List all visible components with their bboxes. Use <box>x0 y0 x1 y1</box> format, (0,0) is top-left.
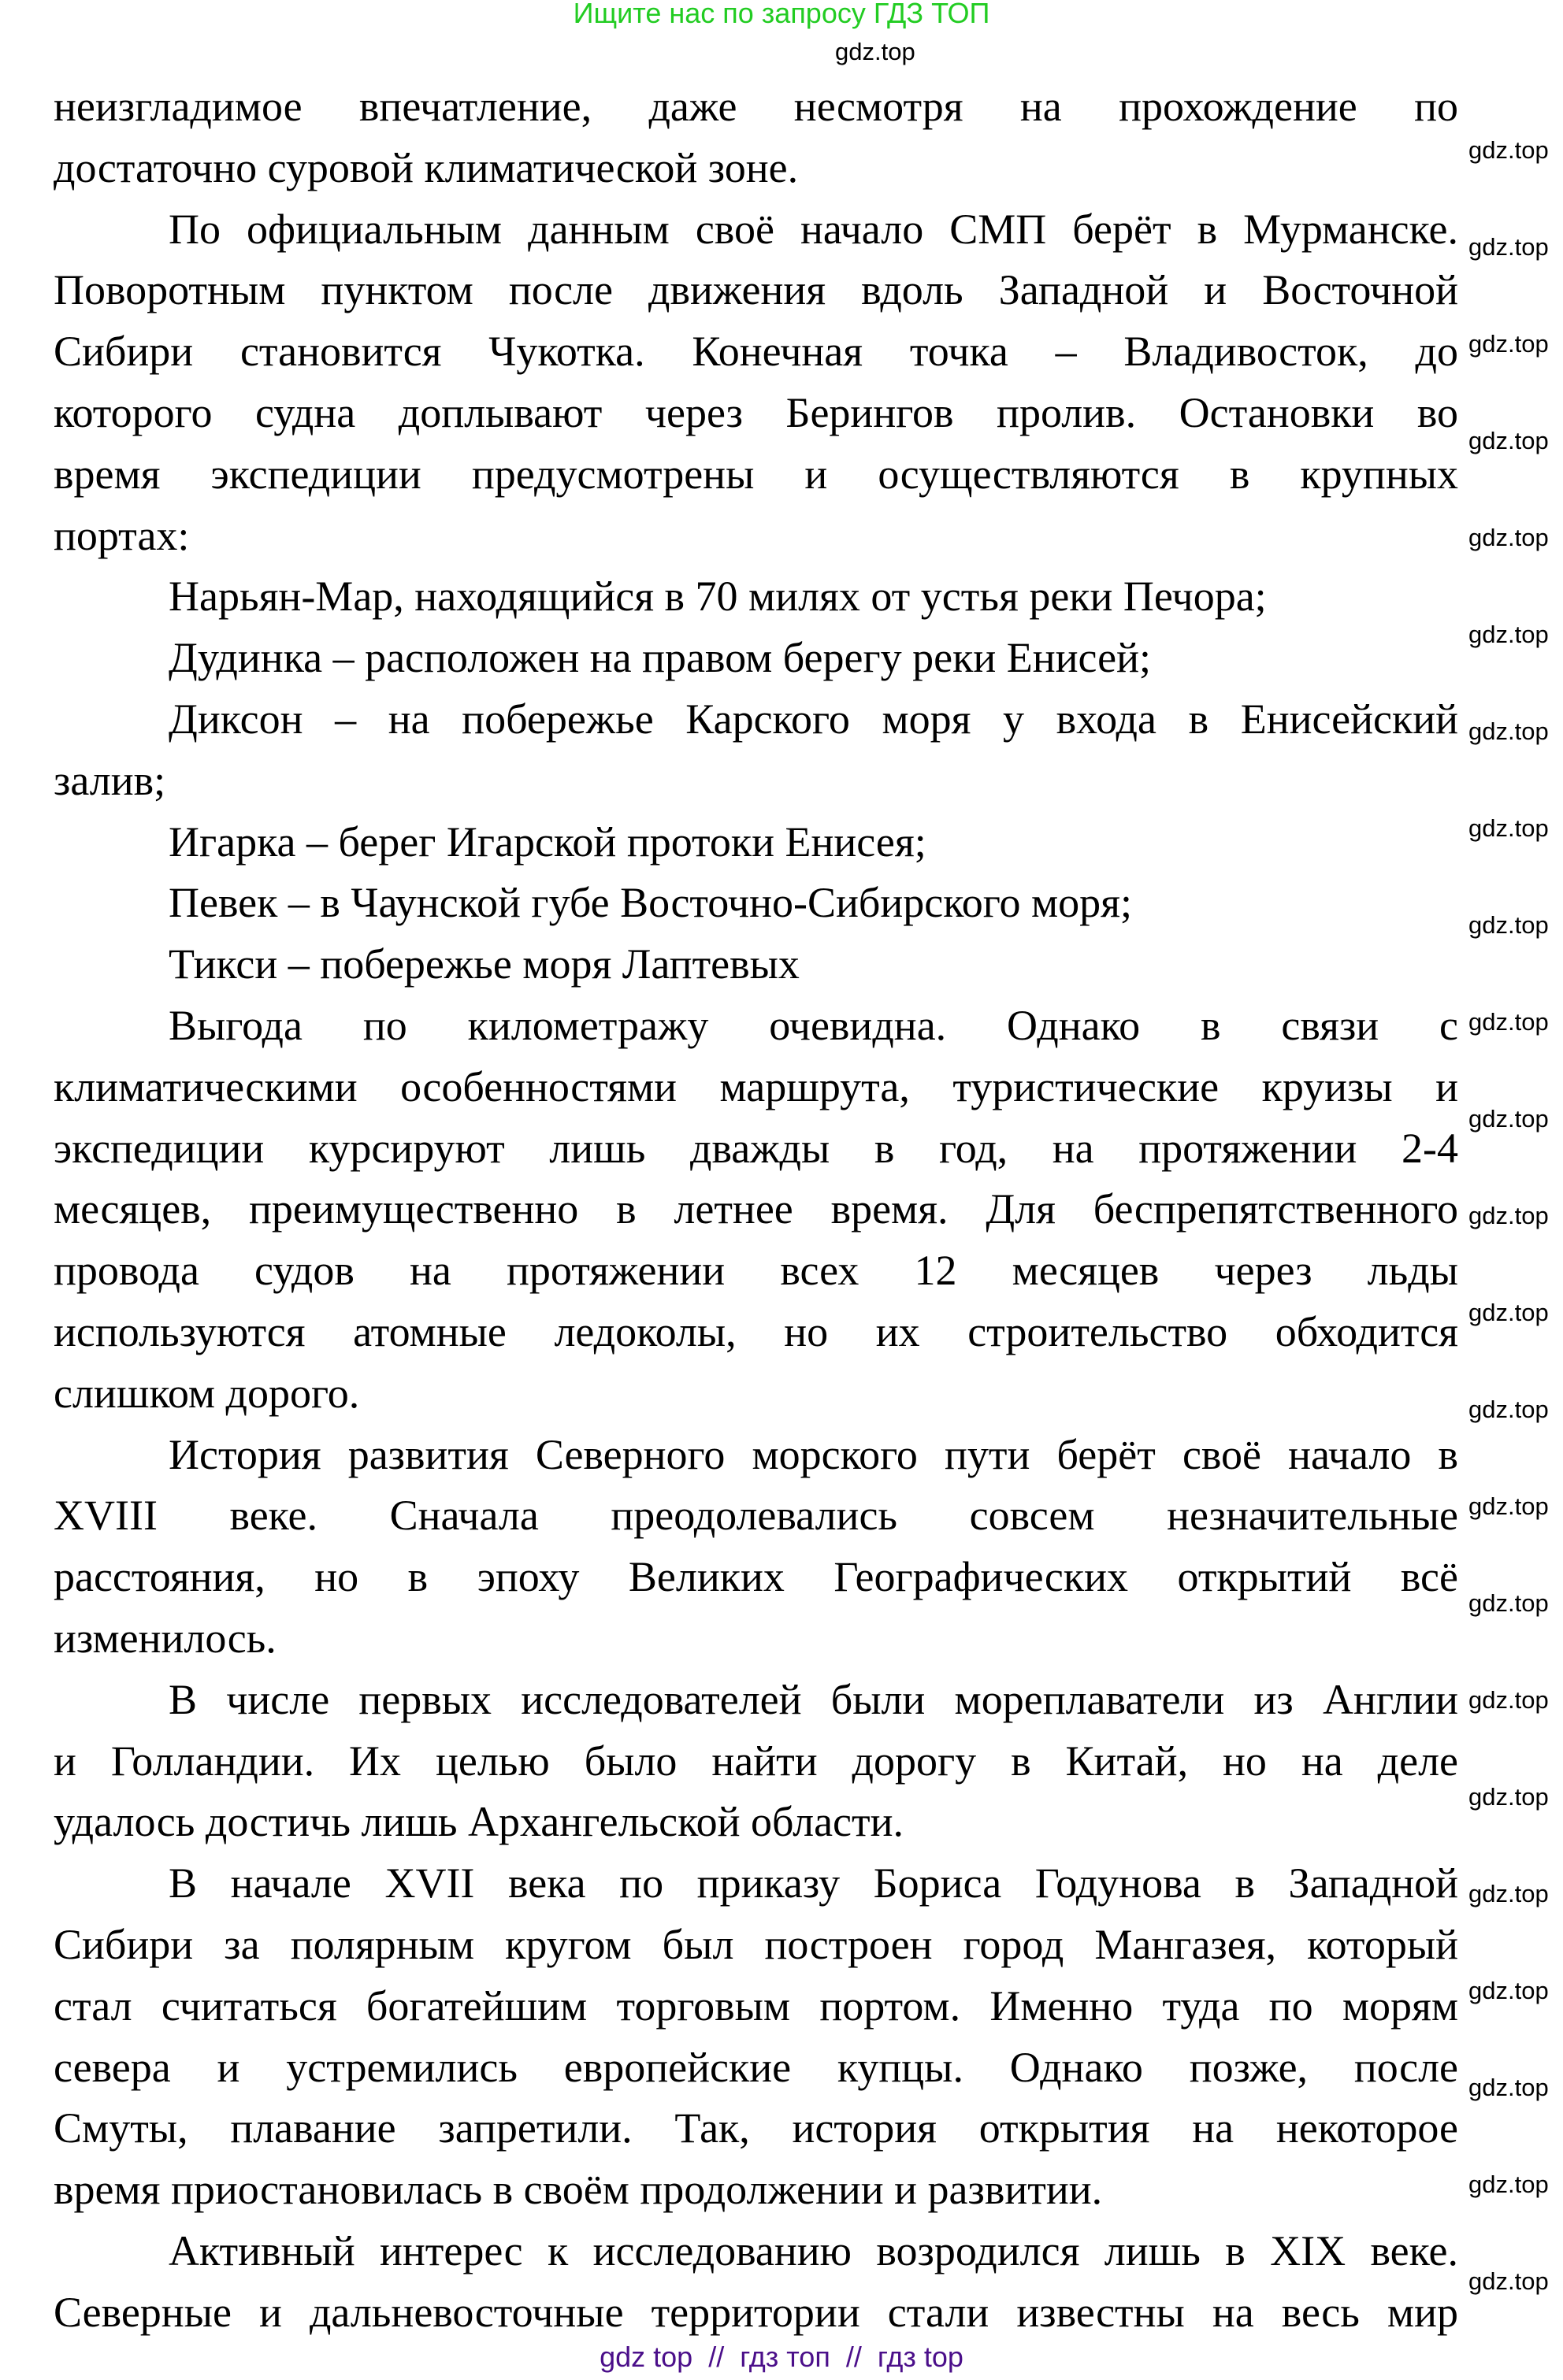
text-line-row <box>54 1363 1459 1425</box>
text-line: неизгладимое впечатление, даже несмотря на прохождение по <box>54 83 1458 130</box>
paragraph <box>54 1670 1459 1853</box>
text-line: провода судов на протяжении всех 12 месяцев через льды <box>54 1247 1458 1295</box>
text-line: История развития Северного морского пути берёт своё начало в <box>169 1430 1458 1478</box>
text-line: Диксон – на побережье Карского моря у входа в Енисейский <box>169 695 1458 743</box>
text-line-row <box>54 2037 1459 2099</box>
watermark: gdz.top <box>1468 1105 1549 1133</box>
text-line: Тикси – побережье моря Лаптевых <box>169 940 800 988</box>
text-line: удалось достичь лишь Архангельской области. <box>54 1798 904 1846</box>
watermark: gdz.top <box>1468 1977 1549 2004</box>
watermark: gdz.top <box>1468 621 1549 648</box>
text-line-row <box>54 199 1459 261</box>
text-line-row <box>54 995 1459 1057</box>
text-line-row <box>54 2221 1459 2282</box>
watermark: gdz.top <box>1468 1880 1549 1907</box>
text-line-row <box>54 1853 1459 1915</box>
paragraph <box>54 76 1459 199</box>
paragraph <box>54 628 1459 689</box>
text-line-row <box>54 1179 1459 1240</box>
watermark: gdz.top <box>1468 524 1549 551</box>
text-line-row <box>54 1792 1459 1853</box>
watermark: gdz.top <box>1468 1686 1549 1714</box>
paragraph <box>54 2221 1459 2344</box>
text-line: Поворотным пунктом после движения вдоль Западной и Восточной <box>54 266 1458 314</box>
watermark: gdz.top <box>1468 1202 1549 1229</box>
text-line-row <box>54 628 1459 689</box>
text-line: Сибири за полярным кругом был построен город Мангазея, который <box>54 1920 1458 1968</box>
text-line-row <box>54 1118 1459 1180</box>
text-line-row <box>54 1608 1459 1670</box>
watermark: gdz.top <box>1468 1492 1549 1520</box>
watermark: gdz.top <box>1468 2074 1549 2101</box>
text-line: портах: <box>54 511 190 559</box>
paragraph <box>54 934 1459 995</box>
watermark: gdz.top <box>1468 911 1549 939</box>
text-line: В числе первых исследователей были мореплаватели из Англии <box>169 1675 1458 1723</box>
watermark: gdz.top <box>1468 427 1549 454</box>
watermark: gdz.top <box>1468 1299 1549 1326</box>
text-line: Активный интерес к исследованию возродился лишь в XIX веке. <box>169 2226 1458 2274</box>
watermark: gdz.top <box>1468 2171 1549 2198</box>
text-line-row <box>54 321 1459 383</box>
text-line-row <box>54 751 1459 812</box>
text-line: расстояния, но в эпоху Великих Географических открытий всё <box>54 1553 1458 1601</box>
text-line-row <box>54 873 1459 934</box>
text-line-row <box>54 1976 1459 2037</box>
text-line-row <box>54 76 1459 138</box>
watermark: gdz.top <box>1468 2267 1549 2295</box>
watermark: gdz.top <box>1468 1589 1549 1617</box>
paragraph <box>54 689 1459 812</box>
text-line-row <box>54 138 1459 199</box>
watermark: gdz.top <box>1468 330 1549 358</box>
watermark: gdz.top <box>835 38 915 65</box>
text-line-row <box>54 689 1459 751</box>
text-line: севера и устремились европейские купцы. Однако позже, после <box>54 2043 1458 2091</box>
paragraph <box>54 566 1459 628</box>
text-line-row <box>54 2098 1459 2159</box>
text-line: экспедиции курсируют лишь дважды в год, на протяжении 2-4 <box>54 1124 1458 1172</box>
watermark: gdz.top <box>1468 233 1549 261</box>
search-banner: Ищите нас по запросу ГДЗ ТОП <box>573 0 990 29</box>
text-line-row <box>54 934 1459 995</box>
text-line-row <box>54 1547 1459 1608</box>
document-body <box>54 76 1459 2343</box>
text-line: Смуты, плавание запретили. Так, история открытия на некоторое <box>54 2104 1458 2152</box>
text-line-row <box>54 1425 1459 1486</box>
text-line-row <box>54 2282 1459 2344</box>
text-line-row <box>54 1731 1459 1792</box>
text-line-row <box>54 260 1459 321</box>
text-line-row <box>54 1670 1459 1731</box>
text-line: Дудинка – расположен на правом берегу реки Енисей; <box>169 634 1152 682</box>
text-line: и Голландии. Их целью было найти дорогу в Китай, но на деле <box>54 1737 1458 1785</box>
text-line: Северные и дальневосточные территории стали известны на весь мир <box>54 2288 1458 2336</box>
text-line: слишком дорого. <box>54 1369 360 1417</box>
text-line-row <box>54 506 1459 567</box>
text-line: время приостановилась в своём продолжении и развитии. <box>54 2166 1103 2214</box>
text-line: которого судна доплывают через Берингов пролив. Остановки во <box>54 388 1458 436</box>
text-line: Нарьян-Мар, находящийся в 70 милях от устья реки Печора; <box>169 573 1267 621</box>
text-line: месяцев, преимущественно в летнее время. Для беспрепятственного <box>54 1185 1458 1233</box>
text-line: климатическими особенностями маршрута, туристические круизы и <box>54 1062 1458 1110</box>
footer-links: gdz top // гдз топ // гдз top <box>600 2341 963 2373</box>
text-line: залив; <box>54 756 166 804</box>
text-line: Игарка – берег Игарской протоки Енисея; <box>169 817 926 866</box>
text-line-row <box>54 1057 1459 1118</box>
text-line-row <box>54 1485 1459 1547</box>
watermark: gdz.top <box>1468 717 1549 745</box>
text-line-row <box>54 383 1459 444</box>
text-line-row <box>54 812 1459 873</box>
text-line: Певек – в Чаунской губе Восточно-Сибирского моря; <box>169 879 1133 927</box>
text-line: стал считаться богатейшим торговым портом. Именно туда по морям <box>54 1981 1458 2030</box>
watermark: gdz.top <box>1468 1783 1549 1811</box>
text-line: В начале XVII века по приказу Бориса Годунова в Западной <box>169 1859 1458 1907</box>
text-line: время экспедиции предусмотрены и осуществляются в крупных <box>54 450 1458 498</box>
text-line-row <box>54 444 1459 506</box>
paragraph <box>54 812 1459 873</box>
text-line: Сибири становится Чукотка. Конечная точка – Владивосток, до <box>54 328 1458 376</box>
text-line: XVIII веке. Сначала преодолевались совсем незначительные <box>54 1492 1458 1540</box>
paragraph <box>54 995 1459 1425</box>
watermark: gdz.top <box>1468 1008 1549 1036</box>
text-line-row <box>54 566 1459 628</box>
text-line: изменилось. <box>54 1614 277 1662</box>
text-line-row <box>54 2159 1459 2221</box>
watermark: gdz.top <box>1468 814 1549 842</box>
paragraph <box>54 1853 1459 2221</box>
text-line: используются атомные ледоколы, но их строительство обходится <box>54 1307 1458 1355</box>
text-line-row <box>54 1302 1459 1363</box>
text-line: Выгода по километражу очевидна. Однако в связи с <box>169 1001 1458 1049</box>
watermark: gdz.top <box>1468 1396 1549 1423</box>
text-line-row <box>54 1915 1459 1976</box>
paragraph <box>54 1425 1459 1670</box>
text-line: достаточно суровой климатической зоне. <box>54 143 799 191</box>
text-line: По официальным данным своё начало СМП берёт в Мурманске. <box>169 205 1458 253</box>
watermark: gdz.top <box>1468 136 1549 164</box>
paragraph <box>54 873 1459 934</box>
text-line-row <box>54 1240 1459 1302</box>
paragraph <box>54 199 1459 567</box>
